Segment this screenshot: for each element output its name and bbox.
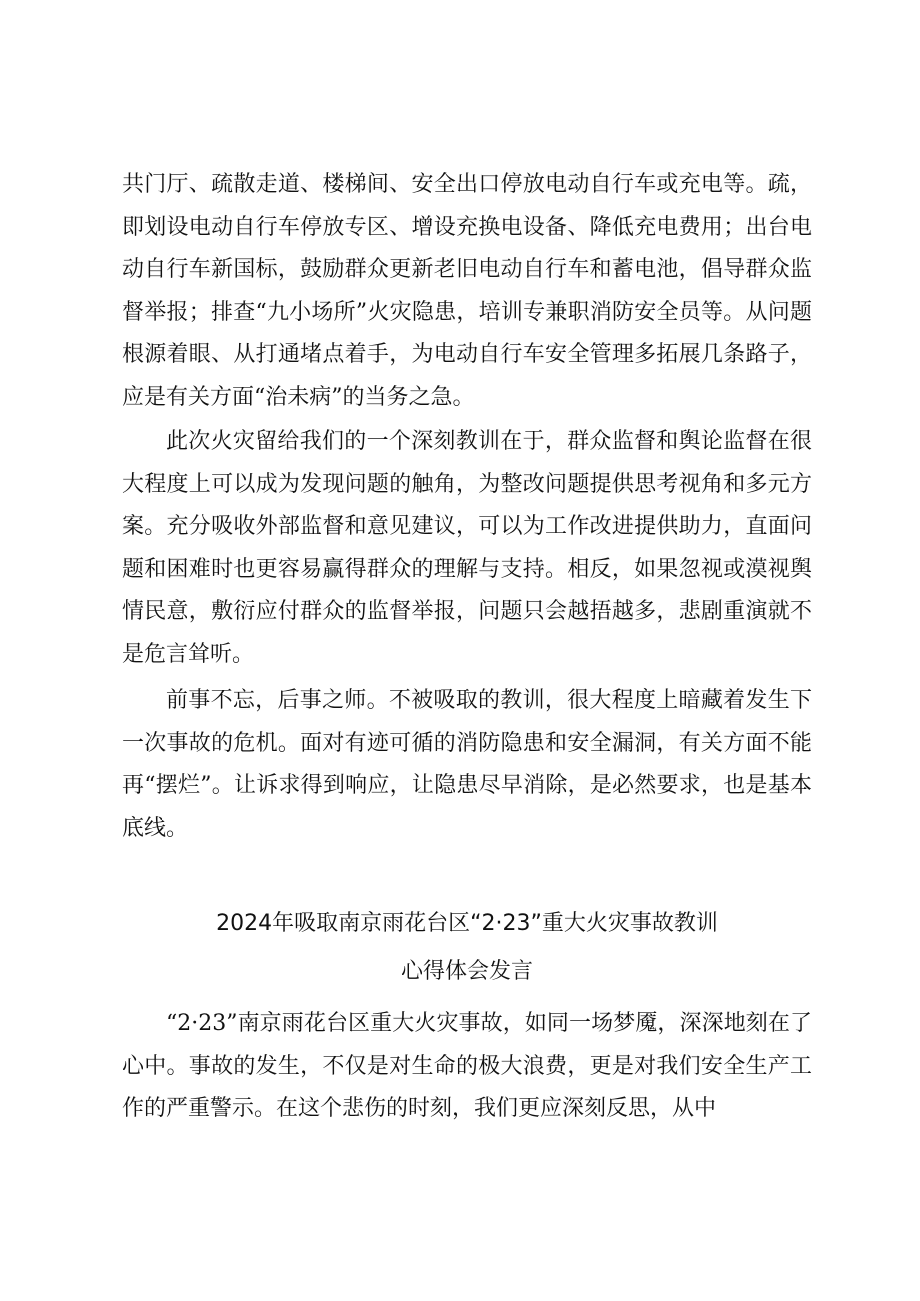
section-title-line2: 心得体会发言 — [400, 959, 533, 984]
section-paragraph: “2·23”南京雨花台区重大火灾事故，如同一场梦魇，深深地刻在了心中。事故的发生，不仅是对生命的极大浪费，更是对我们安全生产工作的严重警示。在这个悲伤的时刻，我们更应深刻反思，从中 — [122, 1011, 812, 1121]
body-paragraph: 此次火灾留给我们的一个深刻教训在于，群众监督和舆论监督在很大程度上可以成为发现问题的触角，为整改问题提供思考视角和多元方案。充分吸收外部监督和意见建议，可以为工作改进提供助力，直面问题和困难时也更容易赢得群众的理解与支持。相反，如果忽视或漠视舆情民意，敷衍应付群众的监督举报，问题只会越捂越多，悲剧重演就不是危言耸听。 — [122, 429, 812, 667]
body-paragraph-continued: 共门厅、疏散走道、楼梯间、安全出口停放电动自行车或充电等。疏，即划设电动自行车停放专区、增设充换电设备、降低充电费用；出台电动自行车新国标，鼓励群众更新老旧电动自行车和蓄电池，倡导群众监督举报；排查“九小场所”火灾隐患，培训专兼职消防安全员等。从问题根源着眼、从打通堵点着手，为电动自行车安全管理多拓展几条路子，应是有关方面“治未病”的当务之急。 — [122, 172, 812, 410]
body-paragraph: 前事不忘，后事之师。不被吸取的教训，很大程度上暗藏着发生下一次事故的危机。面对有迹可循的消防隐患和安全漏洞，有关方面不能再“摆烂”。让诉求得到响应，让隐患尽早消除，是必然要求，也是基本底线。 — [122, 688, 812, 841]
section-title: 2024年吸取南京雨花台区“2·23”重大火灾事故教训 — [216, 911, 718, 936]
